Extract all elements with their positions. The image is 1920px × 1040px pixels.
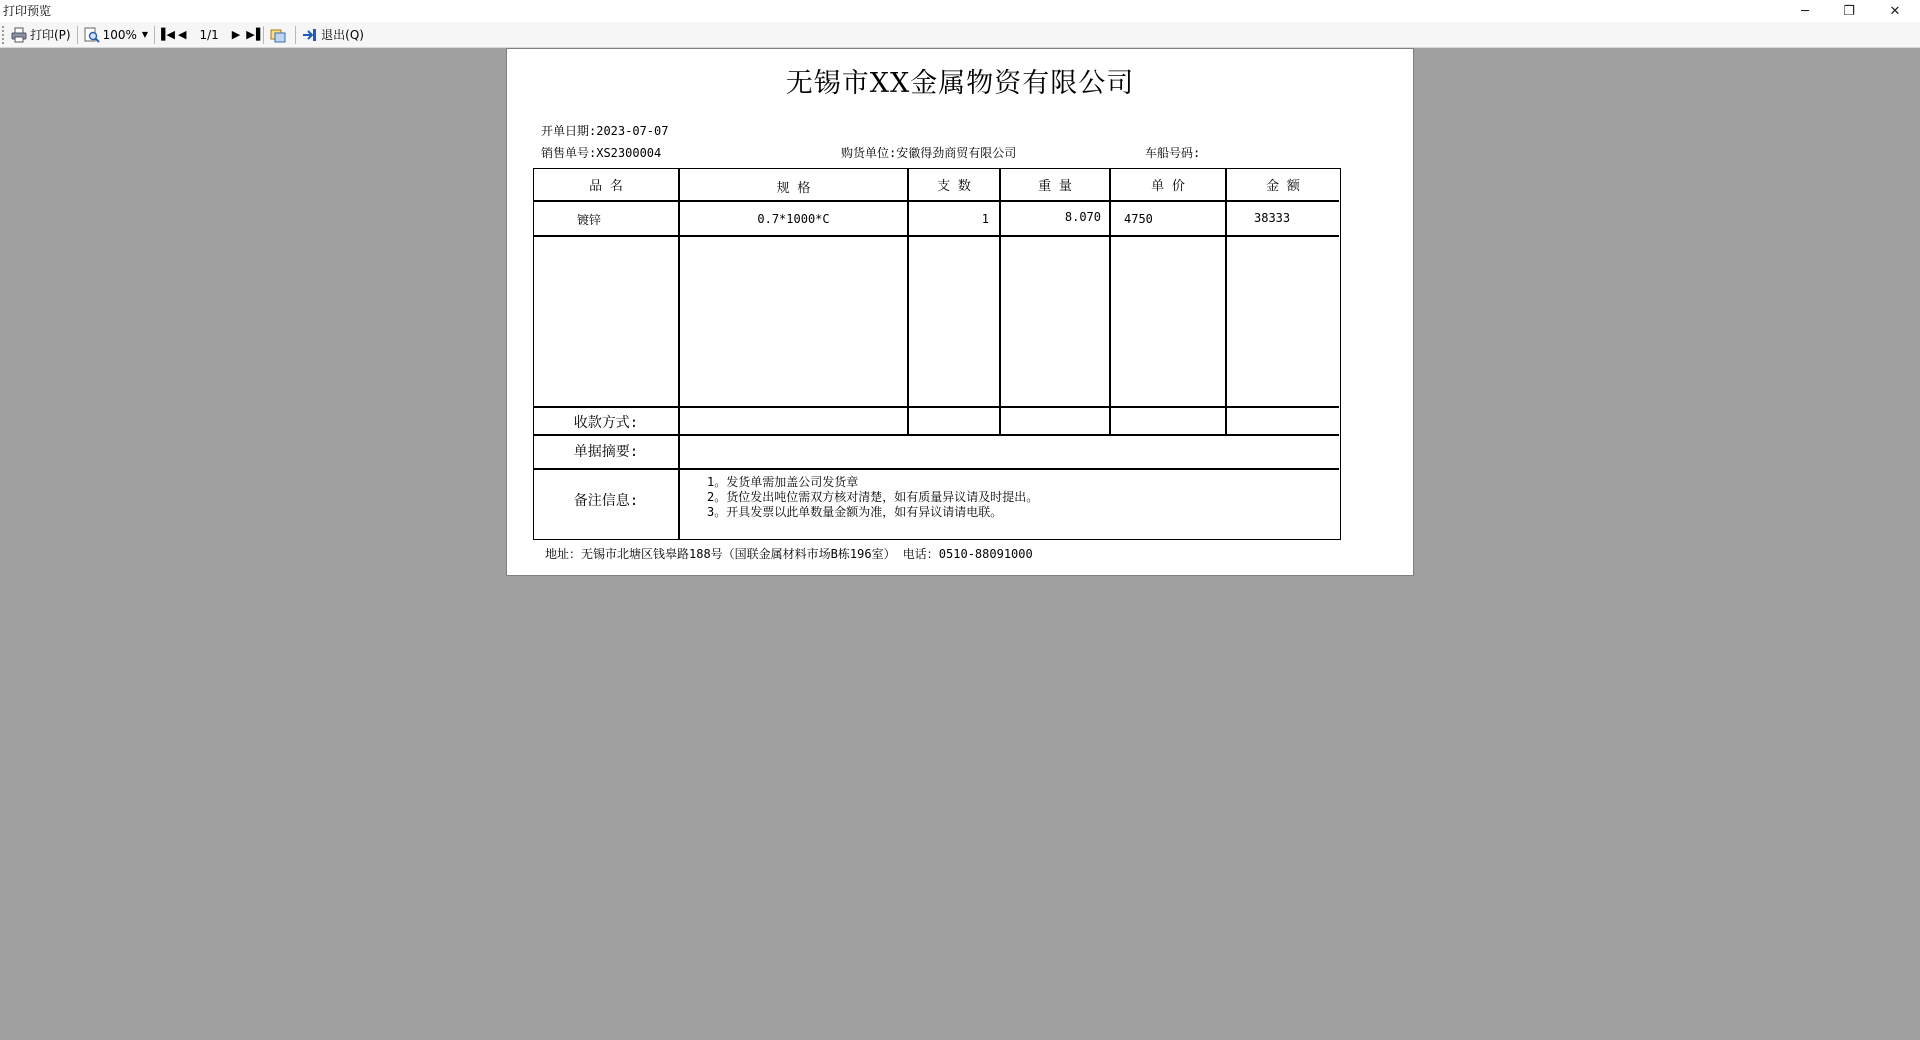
grid-line [1109, 169, 1111, 435]
vehicle-number [1145, 144, 1200, 161]
bill-table [533, 168, 1341, 540]
column-header-name: 品 名 [589, 179, 623, 194]
print-preview-page [506, 48, 1414, 576]
chevron-down-icon: ▼ [141, 30, 149, 39]
column-header-count: 支 数 [937, 179, 971, 194]
grid-line [534, 468, 1339, 470]
grid-line [534, 200, 1339, 202]
buyer [841, 144, 1016, 161]
page-indicator [189, 24, 228, 46]
remarks-list [707, 475, 1038, 520]
grid-line [678, 435, 680, 539]
issue-date [541, 122, 668, 139]
remarks-label: 备注信息: [573, 493, 639, 509]
row-spec: 0.7*1000*C [757, 212, 830, 226]
print-button[interactable] [8, 24, 74, 46]
grid-line [907, 169, 909, 435]
zoom-dropdown[interactable] [81, 24, 151, 46]
toolbar-separator [154, 26, 155, 44]
exit-icon [302, 27, 318, 43]
buyer-value: 安徽得劲商贸有限公司 [896, 146, 1017, 160]
first-page-icon: ▌◀ [161, 28, 172, 41]
order-number [541, 144, 661, 161]
exit-label: 退出(Q) [321, 28, 364, 42]
last-page-button[interactable] [243, 24, 260, 46]
order-number-label: 销售单号: [541, 146, 597, 160]
toolbar-separator [263, 26, 264, 44]
print-label: 打印(P) [30, 28, 71, 42]
column-header-spec: 规 格 [776, 181, 811, 196]
issue-date-label: 开单日期: [541, 124, 597, 138]
buyer-label: 购货单位: [841, 146, 897, 160]
toolbar-separator [295, 26, 296, 44]
grid-line [534, 406, 1339, 408]
summary-label: 单据摘要: [573, 444, 639, 460]
window-title: 打印预览 [3, 4, 52, 18]
grid-line [1225, 169, 1227, 435]
document-title: 无锡市XX金属物资有限公司 [785, 68, 1135, 99]
row-amount: 38333 [1254, 211, 1291, 225]
page-setup-icon [270, 27, 286, 43]
footer-address: 地址：无锡市北塘区钱皋路188号（国联金属材料市场B栋196室） 电话：0510-88091000 [545, 547, 1033, 561]
printer-icon [11, 27, 27, 43]
column-header-price: 单 价 [1151, 179, 1185, 194]
vehicle-number-label: 车船号码: [1145, 146, 1201, 160]
row-name: 镀锌 [577, 213, 602, 227]
toolbar [0, 22, 1920, 48]
grid-line [534, 235, 1339, 237]
zoom-value: 100% [102, 27, 137, 42]
row-price: 4750 [1124, 212, 1153, 226]
page-setup-button[interactable] [267, 24, 292, 46]
first-page-button[interactable] [158, 24, 175, 46]
row-count: 1 [981, 212, 989, 226]
restore-button[interactable]: ❐ [1843, 3, 1855, 19]
order-number-value: XS2300004 [596, 146, 662, 160]
window-titlebar [0, 0, 1920, 22]
minimize-button[interactable]: ─ [1801, 3, 1809, 19]
grid-line [678, 169, 680, 435]
page-indicator-text: 1/1 [199, 27, 219, 42]
issue-date-value: 2023-07-07 [596, 124, 669, 138]
prev-page-icon: ◀ [178, 28, 187, 41]
column-header-amount: 金 额 [1266, 179, 1300, 194]
next-page-icon: ▶ [231, 28, 241, 41]
row-weight: 8.070 [1064, 210, 1101, 224]
grid-line [999, 169, 1001, 435]
exit-button[interactable] [299, 24, 367, 46]
column-header-weight: 重 量 [1038, 179, 1072, 194]
remark-item: 3。开具发票以此单数量金额为准，如有异议请请电联。 [707, 505, 1003, 519]
zoom-icon [84, 27, 100, 43]
last-page-icon: ▶▐ [246, 28, 258, 41]
grid-line [534, 434, 1339, 436]
next-page-button[interactable] [229, 24, 243, 46]
toolbar-separator [77, 26, 78, 44]
prev-page-button[interactable] [175, 24, 189, 46]
remark-item: 2。货位发出吨位需双方核对清楚，如有质量异议请及时提出。 [707, 490, 1039, 504]
remark-item: 1。发货单需加盖公司发货章 [707, 475, 859, 489]
close-button[interactable]: ✕ [1889, 3, 1901, 19]
payment-method-label: 收款方式: [573, 415, 639, 431]
